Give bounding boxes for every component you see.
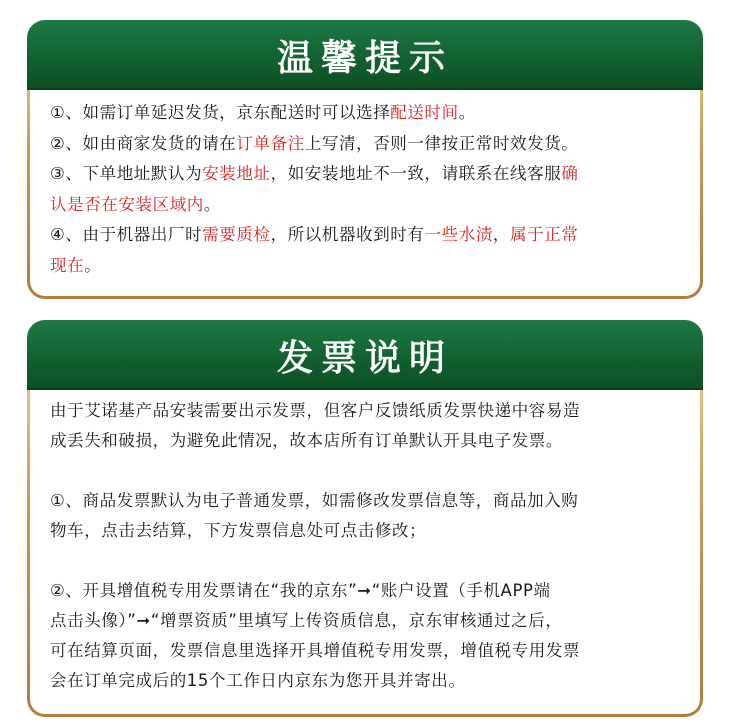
invoice-line: ①、商品发票默认为电子普通发票，如需修改发票信息等，商品加入购 xyxy=(50,491,579,510)
tips-highlight: 认是否在安装区域内 xyxy=(50,194,204,214)
invoice-line: 会在订单完成后的15个工作日内京东为您开具并寄出。 xyxy=(50,671,466,690)
invoice-line: ②、开具增值税专用发票请在“我的京东”➞“账户设置（手机APP端 xyxy=(50,581,551,600)
tips-highlight: 确 xyxy=(561,164,579,183)
tips-title: 温馨提示 xyxy=(276,37,453,79)
tips-highlight: 安装地址 xyxy=(202,164,271,183)
invoice-line: 可在结算页面，发票信息里选择开具增值税专用发票，增值税专用发票 xyxy=(50,641,581,660)
tips-text: ③、下单地址默认为 xyxy=(50,164,203,183)
tips-body xyxy=(30,90,700,296)
tips-highlight: 属于正常 xyxy=(510,225,579,244)
tips-line-4 xyxy=(50,190,680,221)
invoice-card xyxy=(27,320,703,717)
tips-text: ①、如需订单延迟发货，京东配送时可以选择 xyxy=(50,103,391,122)
tips-text: 。 xyxy=(84,255,102,275)
tips-text: 。 xyxy=(203,194,222,214)
tips-line-5 xyxy=(50,220,680,251)
tips-highlight: 需要质检 xyxy=(202,225,271,244)
tips-highlight: 一些水渍 xyxy=(424,225,493,244)
invoice-line: 成丢失和破损，为避免此情况，故本店所有订单默认开具电子发票。 xyxy=(50,431,563,450)
tips-text: 上写清，否则一律按正常时效发货。 xyxy=(304,133,579,153)
tips-text: ②、如由商家发货的请在 xyxy=(50,133,237,153)
tips-line-2 xyxy=(50,129,680,160)
invoice-blank-line xyxy=(50,456,680,486)
invoice-line: 由于艾诺基产品安装需要出示发票，但客户反馈纸质发票快递中容易造 xyxy=(50,401,581,420)
tips-card xyxy=(27,20,703,299)
tips-text: ， xyxy=(492,225,511,244)
invoice-header xyxy=(27,320,703,390)
tips-text: 。 xyxy=(458,103,476,122)
tips-line-6 xyxy=(50,251,680,282)
tips-highlight: 订单备注 xyxy=(236,133,305,153)
tips-line-1 xyxy=(50,98,680,129)
invoice-body xyxy=(30,390,700,714)
invoice-line: 物车，点击去结算，下方发票信息处可点击修改； xyxy=(50,521,427,540)
tips-highlight: 配送时间 xyxy=(390,103,459,122)
tips-highlight: 现在 xyxy=(50,255,85,275)
tips-text: ④、由于机器出厂时 xyxy=(50,225,203,244)
invoice-title: 发票说明 xyxy=(276,337,453,379)
tips-line-3 xyxy=(50,159,680,190)
invoice-line: 点击头像）”➞“增票资质”里填写上传资质信息，京东审核通过之后， xyxy=(50,611,563,630)
tips-header xyxy=(27,20,703,90)
tips-text: ，如安装地址不一致，请联系在线客服 xyxy=(270,164,562,183)
invoice-blank-line xyxy=(50,546,680,576)
tips-text: ，所以机器收到时有 xyxy=(270,225,425,244)
